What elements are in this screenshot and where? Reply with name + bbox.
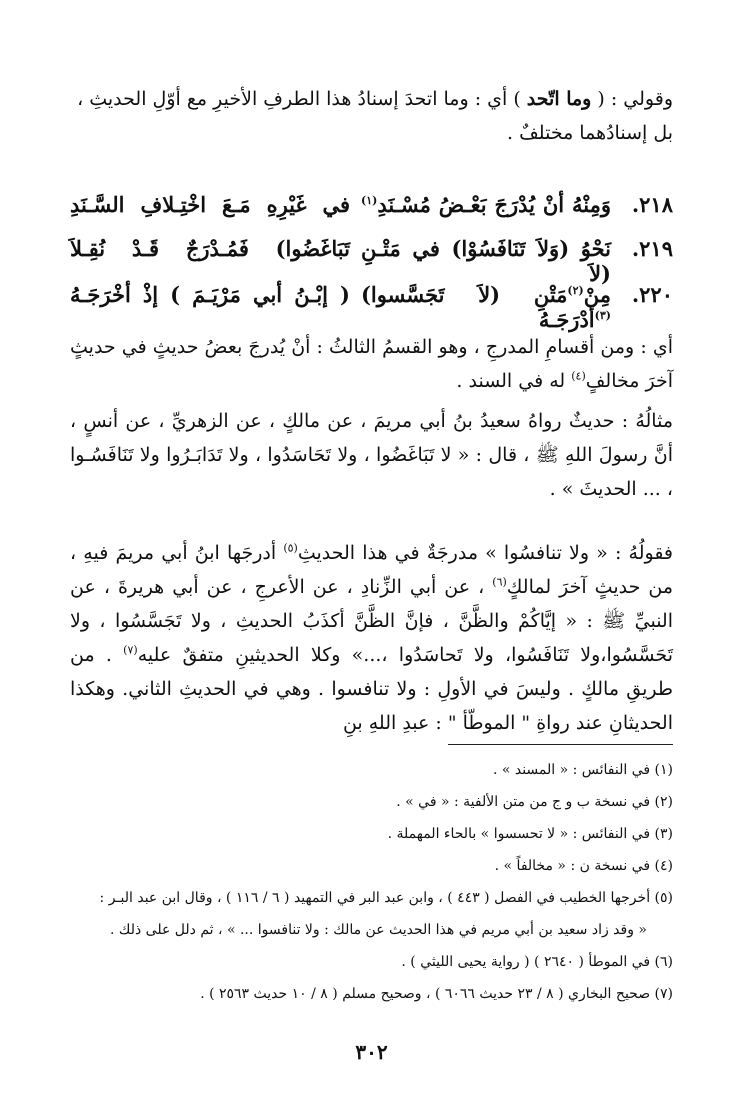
intro-text-end: ) أي : وما اتحدَ إسنادُ هذا الطرفِ الأخيرِ مع أوّلِ الحديثِ ، [77, 88, 527, 110]
example-paragraph [70, 404, 673, 506]
verse-number: ٢١٨. [631, 192, 673, 217]
footnote-1: (١) في النفائس : « المسند » . [492, 762, 673, 778]
explanation-text: أدرجَها ابنُ أبي مريمَ فيهِ ، من حديثٍ آخرَ لمالكٍ [70, 542, 674, 598]
hemistich-part: مَتْنِ (لاَ تَجَسَّسوا) [361, 282, 568, 307]
verse-number: ٢٢٠. [631, 282, 673, 307]
footnote-ref: (٤) [571, 369, 586, 383]
example-text: مثالُهُ : حديثٌ رواهُ سعيدُ بنُ أبي مريمَ ، عن مالكٍ ، عن الزهريِّ ، عن أنسٍ ، أنَّ رسولَ اللهِ ﷺ ، قال : « لا تَبَاغَضُوا ، ولا تَحَاسَدُوا ، ولا تَدَابَـرُوا ولا تَنَافَسُـوا ، ... الحديثَ » . [70, 410, 673, 500]
footnote-2: (٢) في نسخة ب و ج من متن الألفية : « في » . [396, 794, 673, 810]
verse-second-hemistich: تَبَاغَضُوا) فَمُـدْرَجٌ قَـدْ نُقِـلاَ [70, 236, 350, 261]
footnote-4: (٤) في نسخة ن : « مخالفاً » . [494, 858, 673, 874]
intro-bold-phrase: وما اتّحد [526, 88, 592, 110]
footnote-3: (٣) في النفائس : « لا تحسسوا » بالحاء المهملة . [387, 826, 673, 842]
footnote-ref: (١) [361, 194, 378, 207]
intro-text-start: وقولي : ( [591, 88, 673, 110]
commentary-text: أي : ومن أقسامِ المدرجِ ، وهو القسمُ الثالثُ : أنْ يُدرجَ بعضُ حديثٍ في حديثٍ آخرَ مخالفٍ [70, 336, 673, 392]
verse-219 [70, 236, 673, 286]
footnote-5-continued: « وقد زاد سعيد بن أبي مريم في هذا الحديث عن مالك : ولا تنافسوا ... » ، ثم دلل على ذلك . [110, 922, 647, 938]
verse-first-hemistich [361, 192, 611, 217]
footnote-ref: (٢) [567, 284, 584, 297]
footnote-separator [448, 744, 673, 745]
footnote-ref: (٣) [594, 309, 611, 322]
explanation-text: ، عن أبي الزِّنادِ ، عن الأعرجِ ، عن أبي هريرةَ ، عن النبيِّ ﷺ : « إيَّاكُمْ والظَّنَّ ، فإنَّ الظَّنَّ أكذَبُ الحديثِ ، ولا تَجَسَّسُوا ، ولا تَحَسَّسُوا،ولا تَنَافَسُوا، ولا تَحاسَدُوا ،...» وكلا الحديثينِ متفقٌ عليه [70, 576, 673, 666]
footnote-7: (٧) صحيح البخاري ( ٨ / ٢٣ حديث ٦٠٦٦ ) ، وصحيح مسلم ( ٨ / ١٠ حديث ٢٥٦٣ ) . [200, 986, 673, 1002]
page-number: ٣٠٢ [355, 1040, 388, 1064]
explanation-text: . من طريقِ مالكٍ . وليسَ في الأولِ : ولا تنافسوا . وهي في الحديثِ الثاني. وهكذا الحديثانِ عند رواةِ " الموطّأ " : عبدِ اللهِ بنِ [70, 644, 673, 734]
hemistich-part: أدْرَجَـهُ [538, 307, 595, 332]
intro-line-b: بل إسنادُهما مختلفٌ . [507, 122, 673, 144]
commentary-paragraph-1 [70, 330, 673, 398]
verse-218 [70, 192, 673, 228]
footnote-5: (٥) أخرجها الخطيب في الفصل ( ٤٤٣ ) ، وابن عبد البر في التمهيد ( ٦ / ١١٦ ) ، وقال ابن عبد البـر : [99, 890, 673, 906]
verse-number: ٢١٩. [631, 236, 673, 261]
verse-first-hemistich: نَحْوُ (وَلاَ تَنَافَسُوْا) في مَتْـنِ (لاَ [361, 236, 611, 286]
hemistich-part: مِنْ [583, 282, 611, 307]
commentary-text: له في السند . [456, 370, 572, 392]
verse-220 [70, 282, 673, 332]
footnote-6: (٦) في الموطأ ( ٢٦٤٠ ) ( رواية يحيى الليثي ) . [401, 954, 673, 970]
explanation-paragraph [70, 536, 673, 740]
verse-second-hemistich: في غَيْرِهِ مَـعَ اخْتِـلافِ السَّـنَدِ [70, 192, 350, 217]
verse-first-hemistich [361, 282, 611, 332]
verse-second-hemistich: ( إبْـنُ أبي مَرْيَـمَ ) إذْ أخْرَجَـهُ [70, 282, 350, 307]
intro-paragraph [70, 82, 673, 150]
footnote-ref: (٥) [283, 541, 298, 555]
explanation-text: فقولُهُ : « ولا تنافسُوا » مدرجَةٌ في هذا الحديثِ [297, 542, 674, 564]
footnote-ref: (٦) [492, 575, 507, 589]
footnote-ref: (٧) [123, 643, 138, 657]
hemistich-text: وَمِنْهُ أنْ يُدْرَجَ بَعْـضُ مُسْـنَدِ [377, 192, 611, 217]
